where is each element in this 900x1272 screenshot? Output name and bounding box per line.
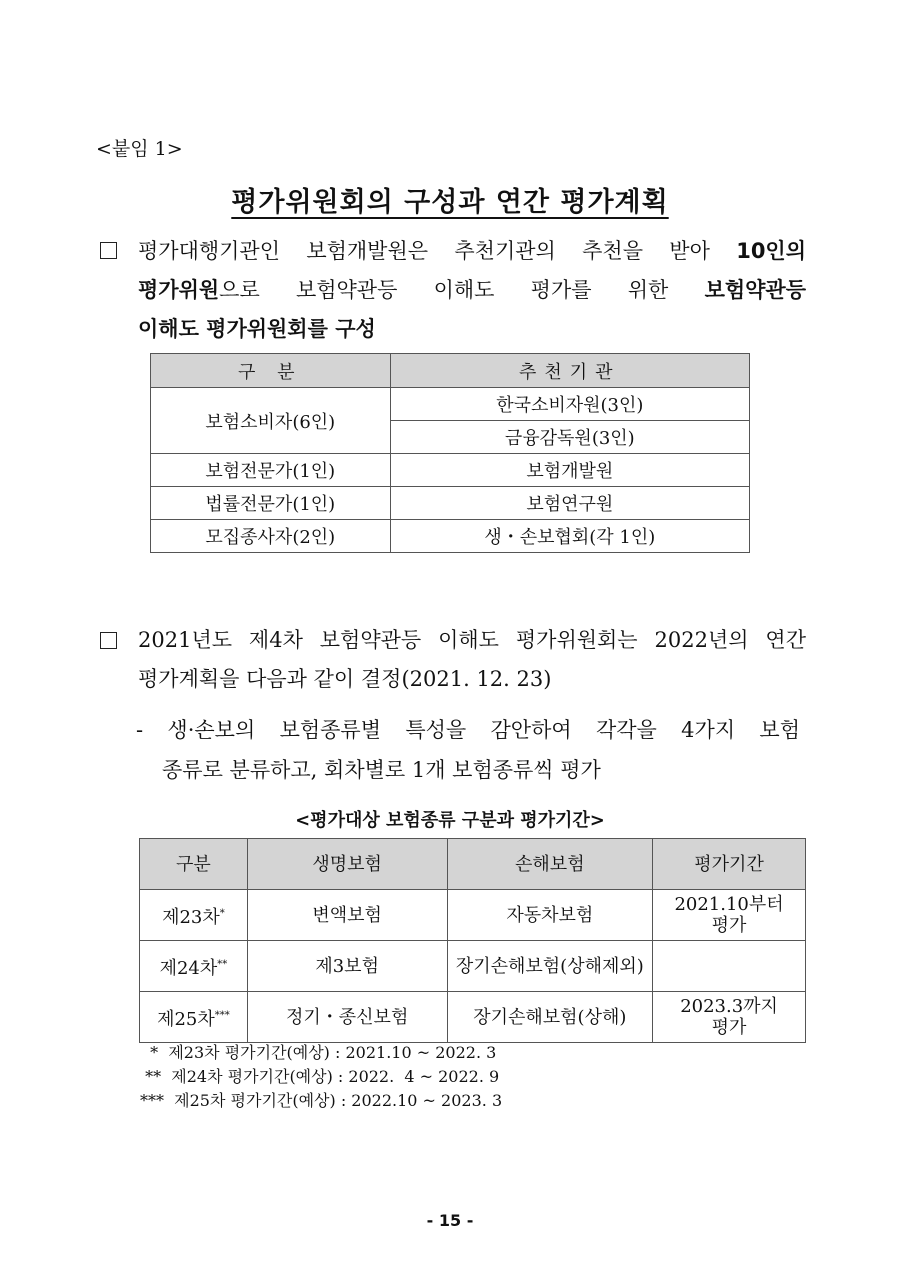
round-cell: 제24차** [140, 941, 248, 992]
table-header-cell: 구 분 [151, 354, 391, 388]
org-cell: 한국소비자원(3인) [390, 388, 749, 421]
nonlife-insurance-cell: 장기손해보험(상해제외) [447, 941, 653, 992]
period-cell [653, 941, 806, 992]
checkbox-square-icon [100, 242, 117, 259]
group-cell: 법률전문가(1인) [151, 487, 391, 520]
life-insurance-cell: 변액보험 [247, 890, 447, 941]
table-row [151, 520, 750, 553]
table-header-cell: 생명보험 [247, 839, 447, 890]
round-cell: 제25차*** [140, 992, 248, 1043]
footnote: ** 제24차 평가기간(예상) : 2022. 4 ~ 2022. 9 [140, 1067, 500, 1086]
section-3-line-1: - 생·손보의 보험종류별 특성을 감안하여 각각을 4가지 보험 [136, 718, 800, 742]
life-insurance-cell: 정기・종신보험 [247, 992, 447, 1043]
page-number: - 15 - [426, 1211, 474, 1230]
org-cell: 생・손보협회(각 1인) [390, 520, 749, 553]
life-insurance-cell: 제3보험 [247, 941, 447, 992]
section-3-line-2: 종류로 분류하고, 회차별로 1개 보험종류씩 평가 [162, 758, 601, 782]
org-cell: 보험연구원 [390, 487, 749, 520]
table-row [151, 454, 750, 487]
page-title: 평가위원회의 구성과 연간 평가계획 [231, 187, 669, 218]
table-caption: <평가대상 보험종류 구분과 평가기간> [295, 810, 605, 831]
table-row [140, 890, 806, 941]
table-header-row [140, 839, 806, 890]
round-cell: 제23차* [140, 890, 248, 941]
table-row [140, 992, 806, 1043]
table-header-cell: 평가기간 [653, 839, 806, 890]
group-cell: 보험소비자(6인) [151, 388, 391, 454]
table-header-cell: 구분 [140, 839, 248, 890]
group-cell: 모집종사자(2인) [151, 520, 391, 553]
footnotes [140, 1041, 502, 1113]
section-1-line-3: 이해도 평가위원회를 구성 [138, 317, 376, 341]
section-1-line-2: 평가위원으로 보험약관등 이해도 평가를 위한 보험약관등 [138, 278, 806, 302]
footnote: * 제23차 평가기간(예상) : 2021.10 ~ 2022. 3 [140, 1043, 497, 1062]
nonlife-insurance-cell: 자동차보험 [447, 890, 653, 941]
table-row [151, 487, 750, 520]
section-1-line-1: 평가대행기관인 보험개발원은 추천기관의 추천을 받아 10인의 [138, 239, 806, 263]
table-header-row [151, 354, 750, 388]
org-cell: 보험개발원 [390, 454, 749, 487]
section-2-line-2: 평가계획을 다음과 같이 결정(2021. 12. 23) [138, 667, 552, 691]
checkbox-square-icon [100, 632, 117, 649]
table-header-cell: 손해보험 [447, 839, 653, 890]
period-cell: 2023.3까지 평가 [653, 992, 806, 1043]
nonlife-insurance-cell: 장기손해보험(상해) [447, 992, 653, 1043]
period-cell: 2021.10부터 평가 [653, 890, 806, 941]
org-cell: 금융감독원(3인) [390, 421, 749, 454]
committee-composition-table [150, 353, 750, 553]
table-row [151, 388, 750, 421]
section-2-line-1: 2021년도 제4차 보험약관등 이해도 평가위원회는 2022년의 연간 [138, 628, 806, 652]
evaluation-plan-table [139, 838, 806, 1043]
attachment-label: <붙임 1> [96, 138, 183, 160]
footnote: *** 제25차 평가기간(예상) : 2022.10 ~ 2023. 3 [140, 1091, 503, 1110]
group-cell: 보험전문가(1인) [151, 454, 391, 487]
table-header-cell: 추천기관 [390, 354, 749, 388]
table-row [140, 941, 806, 992]
